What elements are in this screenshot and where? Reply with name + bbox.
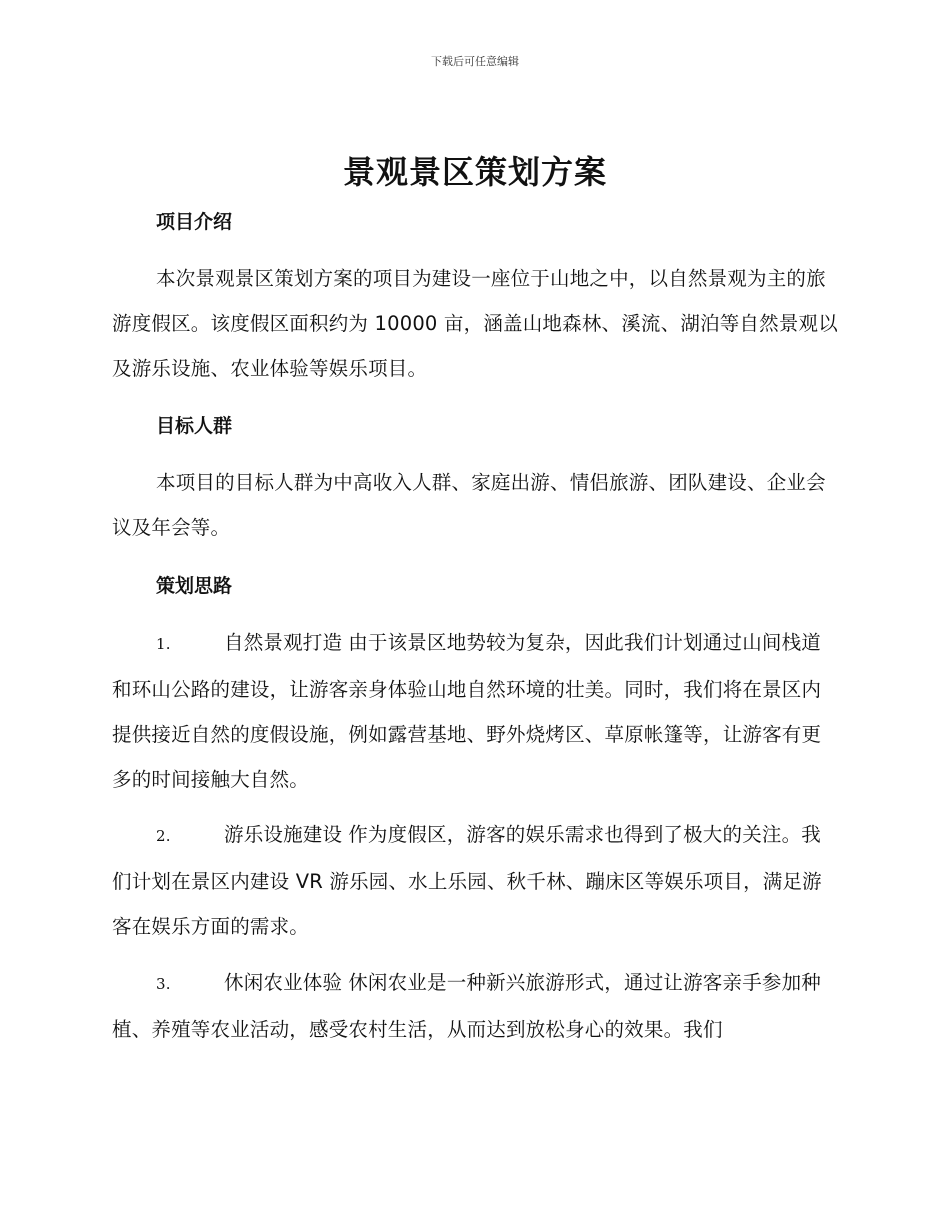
list-item-title: 休闲农业体验 bbox=[224, 971, 343, 994]
list-item-title: 游乐设施建设 bbox=[224, 823, 343, 846]
section-heading-planning-approach: 策划思路 bbox=[156, 575, 233, 597]
list-item-natural-landscape bbox=[112, 620, 840, 802]
paragraph-target-audience: 本项目的目标人群为中高收入人群、家庭出游、情侣旅游、团队建设、企业会议及年会等。 bbox=[112, 471, 826, 539]
paragraph-project-intro: 本次景观景区策划方案的项目为建设一座位于山地之中，以自然景观为主的旅游度假区。该度假区面积约为 10000 亩，涵盖山地森林、溪流、湖泊等自然景观以及游乐设施、农业体验等娱乐项目。 bbox=[112, 267, 838, 380]
section-heading-target-audience: 目标人群 bbox=[156, 415, 233, 437]
section-heading-project-intro: 项目介绍 bbox=[156, 211, 233, 233]
list-item-leisure-agriculture bbox=[112, 960, 840, 1052]
list-number: 1. bbox=[156, 635, 171, 653]
document-title: 景观景区策划方案 bbox=[342, 153, 607, 191]
list-number: 3. bbox=[156, 975, 171, 993]
header-note: 下载后可任意编辑 bbox=[431, 55, 519, 68]
list-number: 2. bbox=[156, 827, 171, 845]
list-item-text: 作为度假区，游客的娱乐需求也得到了极大的关注。我们计划在景区内建设 VR 游乐园、水上乐园、秋千林、蹦床区等娱乐项目，满足游客在娱乐方面的需求。 bbox=[112, 823, 822, 938]
list-item-recreation-facilities bbox=[112, 812, 840, 949]
list-item-text: 由于该景区地势较为复杂，因此我们计划通过山间栈道和环山公路的建设，让游客亲身体验山地自然环境的壮美。同时，我们将在景区内提供接近自然的度假设施，例如露营基地、野外烧烤区、草原帐篷等，让游客有更多的时间接触大自然。 bbox=[112, 631, 822, 791]
list-item-text: 休闲农业是一种新兴旅游形式，通过让游客亲手参加种植、养殖等农业活动，感受农村生活，从而达到放松身心的效果。我们 bbox=[112, 971, 822, 1041]
list-item-title: 自然景观打造 bbox=[224, 631, 343, 654]
